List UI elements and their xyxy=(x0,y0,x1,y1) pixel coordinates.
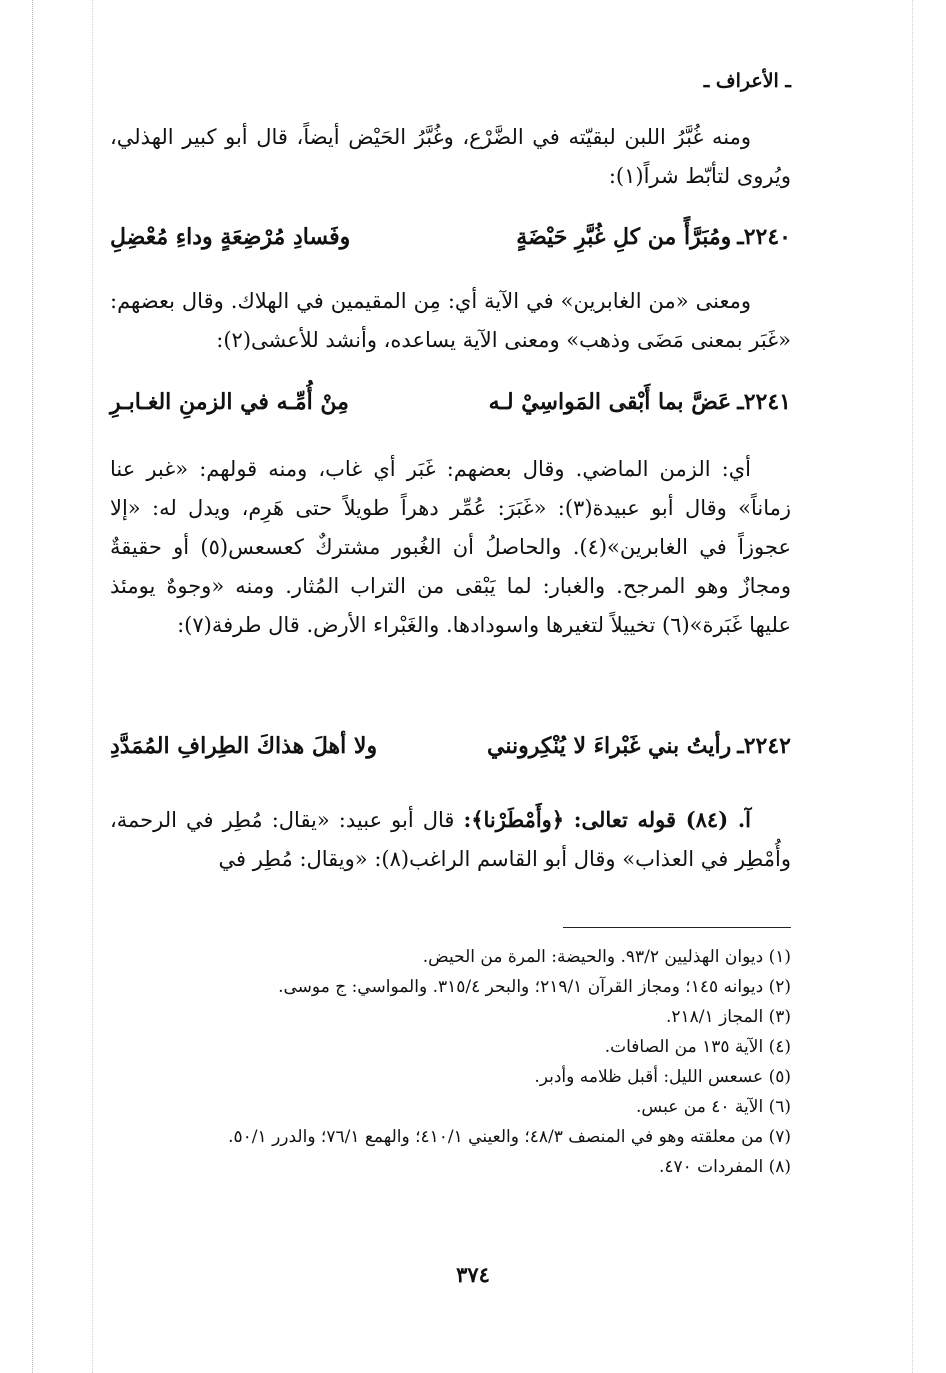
footnote-2: (٢) ديوانه ١٤٥؛ ومجاز القرآن ٢١٩/١؛ والبحر ٣١٥/٤. والمواسي: ج موسى. xyxy=(278,977,791,997)
verse-2241 xyxy=(110,389,791,415)
scan-edge-line-inner xyxy=(92,0,93,1373)
verse-number: ٢٢٤٢ـ xyxy=(737,733,791,759)
verse-2242 xyxy=(110,733,791,759)
verse-second-hemistich: ولا أهلَ هذاكَ الطِرافِ المُمَدَّدِ xyxy=(110,733,378,759)
verse-first-hemistich-group xyxy=(487,733,791,759)
verse-number: ٢٢٤١ـ xyxy=(737,389,791,415)
paragraph-text xyxy=(110,800,791,879)
footnote-4: (٤) الآية ١٣٥ من الصافات. xyxy=(604,1037,791,1057)
footnote-1: (١) ديوان الهذليين ٩٣/٢. والحيضة: المرة من الحيض. xyxy=(422,947,791,967)
footnote-separator xyxy=(563,927,791,928)
footnote-7: (٧) من معلقته وهو في المنصف ٤٨/٣؛ والعيني ٤١٠/١؛ والهمع ٧٦/١؛ والدرر ٥٠/١. xyxy=(228,1127,791,1147)
footnote-8: (٨) المفردات ٤٧٠. xyxy=(658,1157,791,1177)
verse-first-hemistich: عَضَّ بما أَبْقى المَواسِيْ لـه xyxy=(488,389,732,415)
footnote-3: (٣) المجاز ٢١٨/١. xyxy=(666,1007,791,1027)
scan-edge-line-left xyxy=(32,0,33,1373)
footnote-5: (٥) عسعس الليل: أقبل ظلامه وأدبر. xyxy=(534,1067,791,1087)
verse-first-hemistich: رأيتُ بني غَبْراءَ لا يُنْكِرونني xyxy=(487,733,732,759)
paragraph-4 xyxy=(110,800,791,879)
verse-first-hemistich: ومُبَرَّأً من كلِ غُبَّرِ حَيْضَةٍ xyxy=(516,224,732,250)
footnote-6: (٦) الآية ٤٠ من عبس. xyxy=(636,1097,791,1117)
page-number: ٣٧٤ xyxy=(456,1262,490,1287)
paragraph-2 xyxy=(110,282,791,360)
footnotes-list xyxy=(110,942,791,1182)
paragraph-text: ومنه غُبَّرُ اللبن لبقيّته في الضَّرْع، وغُبَّرُ الحَيْض أيضاً، قال أبو كبير الهذلي، ويُروى لتأبّط شراً(١): xyxy=(110,125,791,188)
verse-first-hemistich-group xyxy=(489,389,791,415)
verse-heading: آ. (٨٤) قوله تعالى: ﴿وأَمْطَرْنا﴾: xyxy=(463,807,751,832)
verse-number: ٢٢٤٠ـ xyxy=(737,224,791,250)
verse-first-hemistich-group xyxy=(516,224,791,250)
verse-second-hemistich: وفَسادِ مُرْضِعَةٍ وداءِ مُعْضِلِ xyxy=(110,224,351,250)
paragraph-3 xyxy=(110,450,791,645)
verse-2240 xyxy=(110,224,791,250)
running-header: ـ الأعراف ـ xyxy=(703,70,791,92)
scan-edge-line-right xyxy=(912,0,913,1373)
verse-second-hemistich: مِنْ أُمِّـه في الزمنِ الغـابـرِ xyxy=(110,389,349,415)
paragraph-1 xyxy=(110,118,791,196)
paragraph-text: ومعنى «من الغابرين» في الآية أي: مِن المقيمين في الهلاك. وقال بعضهم: «غَبَر بمعنى مَضَى وذهب» ومعنى الآية يساعده، وأنشد للأعشى(٢): xyxy=(110,289,791,352)
paragraph-body: قال أبو عبيد: «يقال: مُطِر في الرحمة، وأُمْطِر في العذاب» وقال أبو القاسم الراغب(٨): «ويقال: مُطِر في xyxy=(110,808,791,871)
paragraph-text: أي: الزمن الماضي. وقال بعضهم: غَبَر أي غاب، ومنه قولهم: «غبر عنا زماناً» وقال أبو عبيدة(٣): «غَبَرَ: عُمِّر دهراً طويلاً حتى هَرِم، ويدل له: «إلا عجوزاً في الغابرين»(٤). والحاصلُ أن الغُبور مشتركٌ كعسعس(٥) أو حقيقةٌ ومجازٌ وهو المرجح. والغبار: لما يَبْقى من التراب المُثار. ومنه «وجوهٌ يومئذ عليها غَبَرة»(٦) تخييلاً لتغيرها واسودادها. والغَبْراء الأرض. قال طرفة(٧): xyxy=(110,457,791,637)
